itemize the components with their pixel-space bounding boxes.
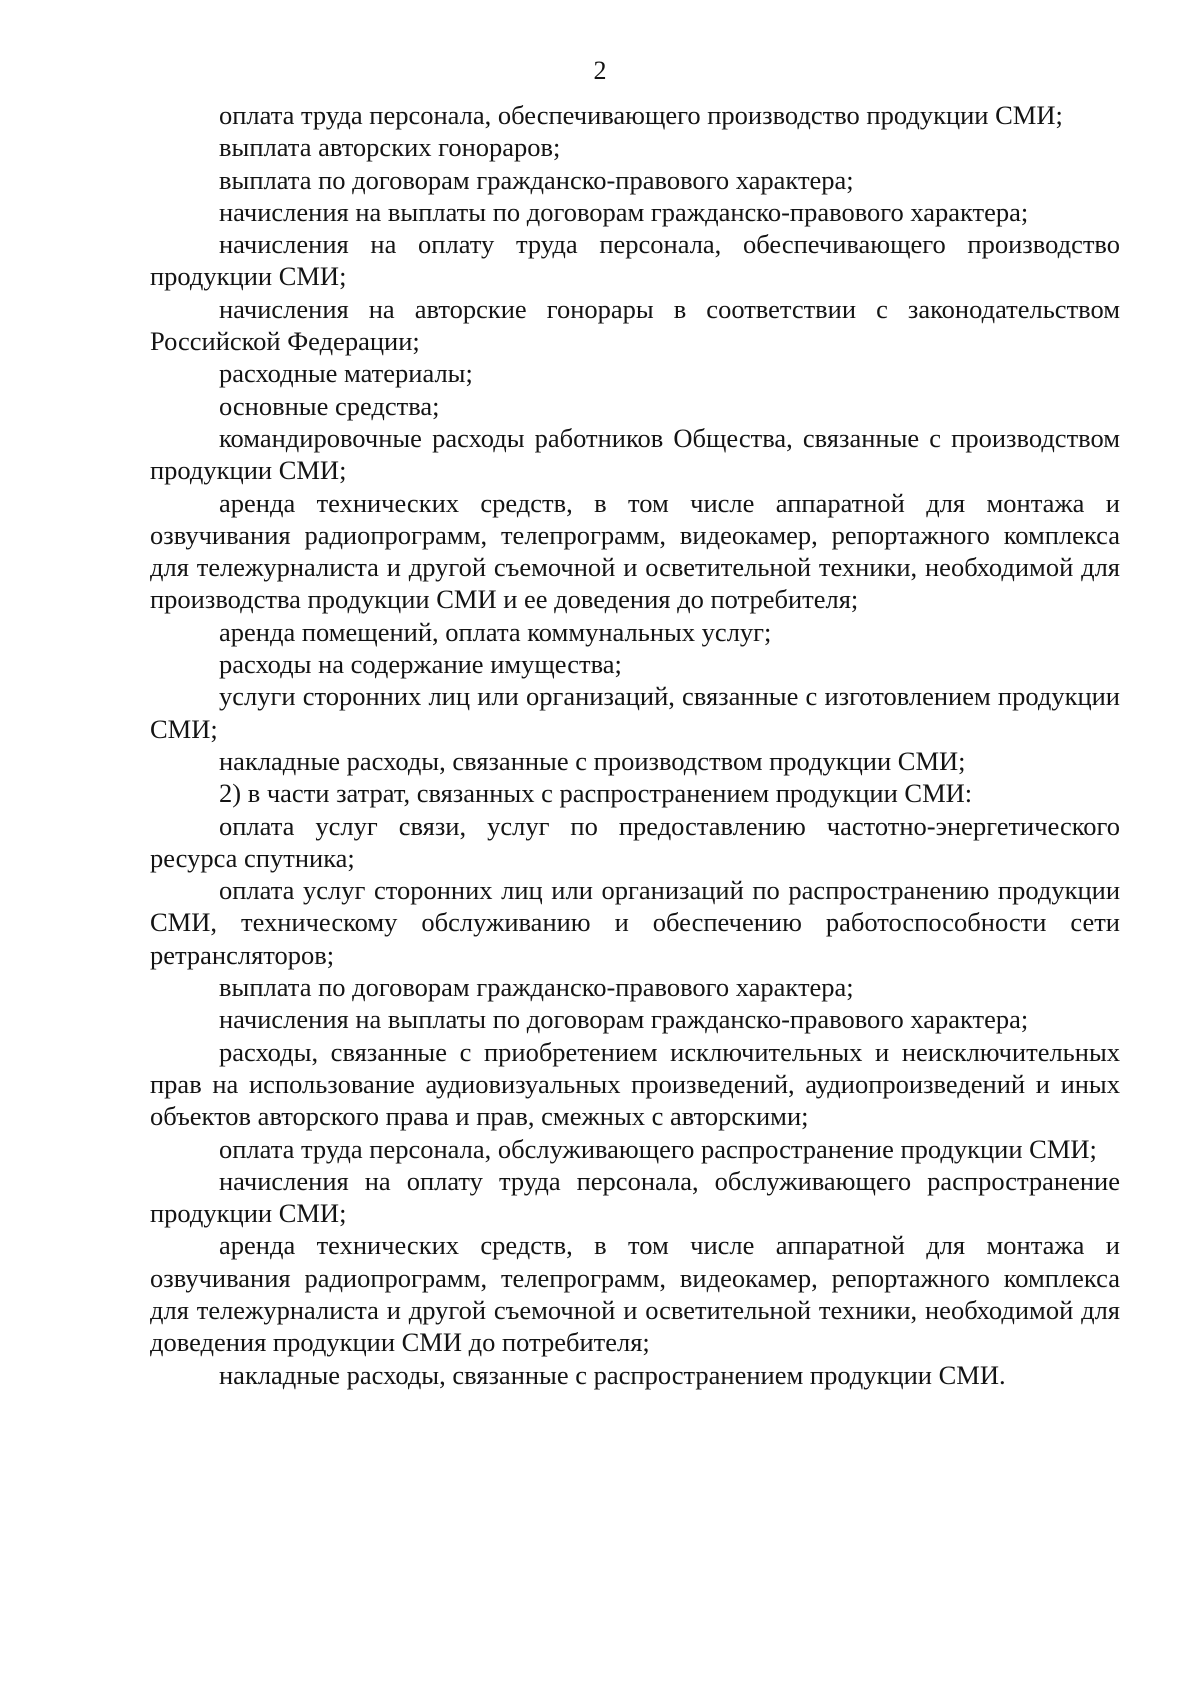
paragraph: начисления на оплату труда персонала, обеспечивающего производство продукции СМИ;: [150, 229, 1120, 292]
paragraph: выплата по договорам гражданско-правового характера;: [219, 164, 854, 195]
paragraph: аренда технических средств, в том числе аппаратной для монтажа и озвучивания радиопрограмм, телепрограмм, видеокамер, репортажного комплекса для тележурналиста и другой съемочной и осветительной техники, необходимой для доведения продукции СМИ до потребителя;: [150, 1230, 1120, 1358]
paragraph: основные средства;: [219, 390, 440, 421]
paragraph: оплата труда персонала, обслуживающего распространение продукции СМИ;: [219, 1133, 1097, 1164]
paragraph: начисления на выплаты по договорам гражданско-правового характера;: [219, 1004, 1029, 1035]
paragraph: расходы, связанные с приобретением исключительных и неисключительных прав на использование аудиовизуальных произведений, аудиопроизведений и иных объектов авторского права и прав, смежных с авторскими;: [150, 1036, 1120, 1132]
paragraph: расходные материалы;: [219, 358, 473, 389]
paragraph: накладные расходы, связанные с производством продукции СМИ;: [219, 745, 966, 776]
paragraph: оплата услуг сторонних лиц или организаций по распространению продукции СМИ, техническому обслуживанию и обеспечению работоспособности сети ретрансляторов;: [150, 875, 1120, 970]
paragraph: услуги сторонних лиц или организаций, связанные с изготовлением продукции СМИ;: [150, 681, 1120, 744]
paragraph: начисления на оплату труда персонала, обслуживающего распространение продукции СМИ;: [150, 1165, 1120, 1229]
paragraph: начисления на авторские гонорары в соответствии с законодательством Российской Федерации;: [150, 293, 1120, 357]
paragraph: 2) в части затрат, связанных с распространением продукции СМИ:: [219, 778, 973, 809]
paragraph: аренда помещений, оплата коммунальных услуг;: [219, 616, 772, 647]
paragraph: выплата авторских гонораров;: [219, 132, 561, 163]
paragraph: оплата услуг связи, услуг по предоставлению частотно-энергетического ресурса спутника;: [150, 810, 1120, 873]
document-body: [150, 99, 1120, 1391]
paragraph: командировочные расходы работников Общества, связанные с производством продукции СМИ;: [150, 422, 1120, 486]
paragraph: оплата труда персонала, обеспечивающего производство продукции СМИ;: [219, 100, 1063, 130]
page-number: 2: [593, 56, 607, 85]
paragraph: расходы на содержание имущества;: [219, 649, 622, 680]
paragraph: аренда технических средств, в том числе аппаратной для монтажа и озвучивания радиопрограмм, телепрограмм, видеокамер, репортажного комплекса для тележурналиста и другой съемочной и осветительной техники, необходимой для производства продукции СМИ и ее доведения до потребителя;: [150, 487, 1120, 615]
paragraph: начисления на выплаты по договорам гражданско-правового характера;: [219, 196, 1029, 227]
paragraph: выплата по договорам гражданско-правового характера;: [219, 972, 854, 1003]
paragraph: накладные расходы, связанные с распространением продукции СМИ.: [219, 1359, 1006, 1390]
